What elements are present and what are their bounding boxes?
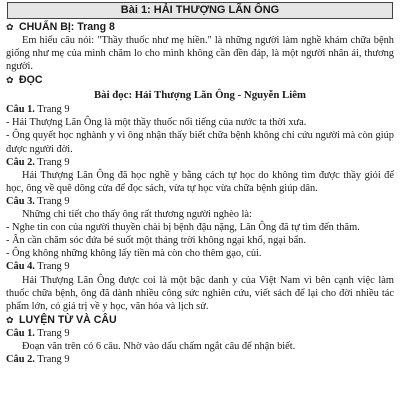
answer-line: - Ông không những không lấy tiền mà còn cho thêm gạo, củi. [6, 248, 262, 260]
prep-paragraph: Em hiểu câu nói: "Thầy thuốc như mẹ hiền." là những người làm nghề khám chữa bệnh giống như mẹ của mình chăm lo cho mình không cần đền đáp, là một người nhân ái, thương người. [6, 35, 394, 73]
question-page: Trang 9 [37, 353, 70, 365]
question-page: Trang 9 [37, 327, 70, 339]
answer-line: - Ông quyết học nghành y vì ông nhận thấy biết chữa bệnh không chỉ cứu người mà còn giúp được người đời. [6, 130, 394, 155]
question-label: Câu 2. [6, 353, 35, 365]
question-1 [6, 103, 394, 116]
question-page: Trang 9 [37, 195, 70, 207]
section-read-heading [6, 74, 394, 87]
section-prep-heading [6, 21, 394, 34]
answer-line: - Ân cần chăm sóc đứa bé suốt một tháng trời không ngại khổ, ngại bẩn. [6, 235, 306, 247]
question-4 [6, 260, 394, 273]
answer-line: Đoạn văn trên có 6 câu. Nhờ vào dấu chấm ngắt câu để nhận biết. [22, 340, 296, 352]
question-label: Câu 1. [6, 327, 35, 339]
question-label: Câu 2. [6, 156, 35, 168]
vocab-question-2 [6, 353, 394, 366]
read-heading-text: ĐỌC [19, 74, 43, 87]
section-vocab-heading [6, 314, 394, 327]
answer-line: - Hải Thượng Lãn Ông là một thầy thuốc nổi tiếng của nước ta thời xưa. [6, 117, 307, 129]
vocab-heading-text: LUYỆN TỪ VÀ CÂU [19, 313, 117, 326]
question-label: Câu 4. [6, 261, 35, 273]
question-label: Câu 1. [6, 104, 35, 116]
prep-heading-text: CHUẨN BỊ: Trang 8 [19, 21, 115, 33]
question-label: Câu 3. [6, 195, 35, 207]
flower-icon: ✿ [6, 75, 14, 86]
answer-line: Hải Thượng Lãn Ông được coi là một bậc danh y của Việt Nam vì bên cạnh việc làm thuốc chữa bệnh, ông đã dành nhiều công sức nghiên cứu, viết sách để lại cho đời nhiều tác phẩm lớn, có giá trị về y học, văn hóa và lịch sử. [6, 274, 394, 312]
flower-icon: ✿ [6, 314, 14, 325]
answer-line: Những chi tiết cho thấy ông rất thương người nghèo là: [22, 209, 252, 221]
question-3 [6, 195, 394, 208]
question-page: Trang 9 [37, 104, 70, 116]
lesson-title: Bài 1: HẢI THƯỢNG LÃN ÔNG [7, 2, 393, 19]
vocab-question-1 [6, 327, 394, 340]
answer-line: Hải Thượng Lãn Ông đã học nghề y bằng cách tự học do không tìm được thầy giỏi để học, ông về quê dõng cửa để đọc sách, vừa tự học vừa chữa bệnh giúp dân. [6, 169, 394, 194]
answer-line: - Nghe tin con của người thuyền chài bị bệnh đậu nặng, Lãn Ông đã tự tìm đến thăm. [6, 222, 360, 234]
question-2 [6, 156, 394, 169]
question-page: Trang 9 [37, 261, 70, 273]
question-page: Trang 9 [37, 156, 70, 168]
reading-title: Bài đọc: Hải Thượng Lãn Ông - Nguyễn Liêm [93, 89, 307, 102]
flower-icon: ✿ [6, 22, 14, 32]
